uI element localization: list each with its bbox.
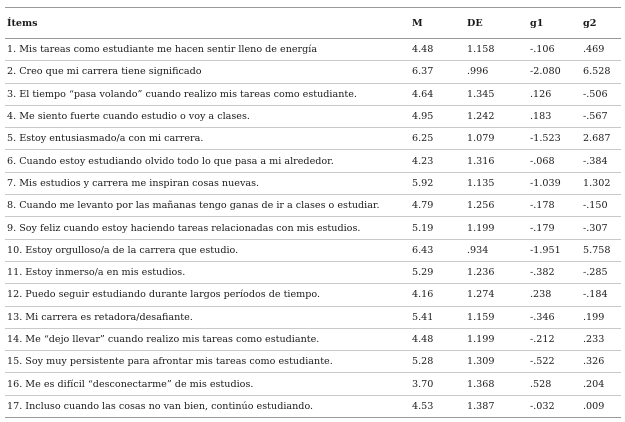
table-header [5, 8, 621, 39]
cell-kurtosis: -.506 [583, 83, 621, 105]
cell-kurtosis: 5.758 [583, 239, 621, 261]
cell-item: 11. Estoy inmerso/a en mis estudios. [5, 261, 412, 283]
cell-mean: 6.25 [412, 128, 467, 150]
cell-skewness: -1.951 [530, 239, 583, 261]
cell-item: 14. Me “dejo llevar” cuando realizo mis tareas como estudiante. [5, 328, 412, 350]
cell-standard-deviation: 1.316 [467, 150, 530, 172]
cell-kurtosis: -.384 [583, 150, 621, 172]
cell-mean: 3.70 [412, 373, 467, 395]
table-row [5, 239, 621, 261]
cell-item: 5. Estoy entusiasmado/a con mi carrera. [5, 128, 412, 150]
table-row [5, 284, 621, 306]
header-items: Ítems [5, 8, 412, 39]
cell-skewness: -.178 [530, 195, 583, 217]
cell-mean: 4.16 [412, 284, 467, 306]
cell-mean: 5.92 [412, 172, 467, 194]
table-row [5, 83, 621, 105]
cell-standard-deviation: 1.135 [467, 172, 530, 194]
cell-standard-deviation: 1.199 [467, 217, 530, 239]
cell-skewness: .126 [530, 83, 583, 105]
table-row [5, 395, 621, 417]
cell-item: 6. Cuando estoy estudiando olvido todo lo que pasa a mi alrededor. [5, 150, 412, 172]
cell-kurtosis: .204 [583, 373, 621, 395]
cell-skewness: -.032 [530, 395, 583, 417]
cell-item: 16. Me es difícil “desconectarme” de mis estudios. [5, 373, 412, 395]
cell-mean: 4.64 [412, 83, 467, 105]
table-row [5, 105, 621, 127]
cell-skewness: -.068 [530, 150, 583, 172]
cell-skewness: .528 [530, 373, 583, 395]
cell-skewness: .238 [530, 284, 583, 306]
cell-kurtosis: 6.528 [583, 61, 621, 83]
cell-standard-deviation: 1.199 [467, 328, 530, 350]
table-row [5, 306, 621, 328]
header-mean: M [412, 8, 467, 39]
cell-standard-deviation: 1.387 [467, 395, 530, 417]
cell-item: 4. Me siento fuerte cuando estudio o voy a clases. [5, 105, 412, 127]
cell-kurtosis: -.184 [583, 284, 621, 306]
cell-mean: 5.29 [412, 261, 467, 283]
cell-item: 10. Estoy orgulloso/a de la carrera que estudio. [5, 239, 412, 261]
table-row [5, 373, 621, 395]
cell-skewness: -1.523 [530, 128, 583, 150]
cell-item: 2. Creo que mi carrera tiene significado [5, 61, 412, 83]
cell-standard-deviation: 1.309 [467, 351, 530, 373]
cell-mean: 4.53 [412, 395, 467, 417]
cell-mean: 4.95 [412, 105, 467, 127]
cell-standard-deviation: 1.345 [467, 83, 530, 105]
table-row [5, 328, 621, 350]
table-row [5, 351, 621, 373]
cell-kurtosis: .233 [583, 328, 621, 350]
cell-item: 13. Mi carrera es retadora/desafiante. [5, 306, 412, 328]
cell-mean: 4.48 [412, 328, 467, 350]
cell-skewness: -.346 [530, 306, 583, 328]
table-row [5, 61, 621, 83]
cell-mean: 4.48 [412, 39, 467, 61]
cell-item: 3. El tiempo “pasa volando” cuando realizo mis tareas como estudiante. [5, 83, 412, 105]
items-statistics-table-container [5, 7, 619, 418]
cell-mean: 6.43 [412, 239, 467, 261]
cell-standard-deviation: 1.159 [467, 306, 530, 328]
cell-mean: 6.37 [412, 61, 467, 83]
cell-skewness: -.106 [530, 39, 583, 61]
cell-standard-deviation: 1.236 [467, 261, 530, 283]
cell-item: 1. Mis tareas como estudiante me hacen sentir lleno de energía [5, 39, 412, 61]
table-row [5, 172, 621, 194]
table-row [5, 261, 621, 283]
cell-kurtosis: 1.302 [583, 172, 621, 194]
table-row [5, 128, 621, 150]
cell-standard-deviation: 1.079 [467, 128, 530, 150]
cell-mean: 5.19 [412, 217, 467, 239]
cell-standard-deviation: 1.368 [467, 373, 530, 395]
cell-item: 15. Soy muy persistente para afrontar mis tareas como estudiante. [5, 351, 412, 373]
cell-item: 12. Puedo seguir estudiando durante largos períodos de tiempo. [5, 284, 412, 306]
header-standard-deviation: DE [467, 8, 530, 39]
cell-skewness: -.212 [530, 328, 583, 350]
table-row [5, 195, 621, 217]
cell-mean: 5.41 [412, 306, 467, 328]
cell-kurtosis: 2.687 [583, 128, 621, 150]
cell-kurtosis: -.567 [583, 105, 621, 127]
cell-kurtosis: -.285 [583, 261, 621, 283]
cell-item: 17. Incluso cuando las cosas no van bien, continúo estudiando. [5, 395, 412, 417]
cell-standard-deviation: 1.158 [467, 39, 530, 61]
cell-kurtosis: -.150 [583, 195, 621, 217]
cell-standard-deviation: 1.274 [467, 284, 530, 306]
cell-kurtosis: -.307 [583, 217, 621, 239]
cell-standard-deviation: .996 [467, 61, 530, 83]
cell-kurtosis: .469 [583, 39, 621, 61]
cell-item: 7. Mis estudios y carrera me inspiran cosas nuevas. [5, 172, 412, 194]
cell-mean: 4.23 [412, 150, 467, 172]
cell-standard-deviation: .934 [467, 239, 530, 261]
cell-skewness: -.382 [530, 261, 583, 283]
table-row [5, 150, 621, 172]
cell-standard-deviation: 1.256 [467, 195, 530, 217]
cell-item: 8. Cuando me levanto por las mañanas tengo ganas de ir a clases o estudiar. [5, 195, 412, 217]
table-row [5, 39, 621, 61]
header-kurtosis: g2 [583, 8, 621, 39]
cell-kurtosis: .009 [583, 395, 621, 417]
cell-skewness: -.179 [530, 217, 583, 239]
header-row [5, 8, 621, 39]
table-row [5, 217, 621, 239]
header-skewness: g1 [530, 8, 583, 39]
cell-standard-deviation: 1.242 [467, 105, 530, 127]
cell-skewness: -2.080 [530, 61, 583, 83]
cell-kurtosis: .326 [583, 351, 621, 373]
cell-kurtosis: .199 [583, 306, 621, 328]
cell-mean: 4.79 [412, 195, 467, 217]
cell-skewness: -1.039 [530, 172, 583, 194]
cell-item: 9. Soy feliz cuando estoy haciendo tareas relacionadas con mis estudios. [5, 217, 412, 239]
cell-skewness: -.522 [530, 351, 583, 373]
items-statistics-table [5, 7, 621, 418]
cell-skewness: .183 [530, 105, 583, 127]
table-body [5, 39, 621, 418]
cell-mean: 5.28 [412, 351, 467, 373]
